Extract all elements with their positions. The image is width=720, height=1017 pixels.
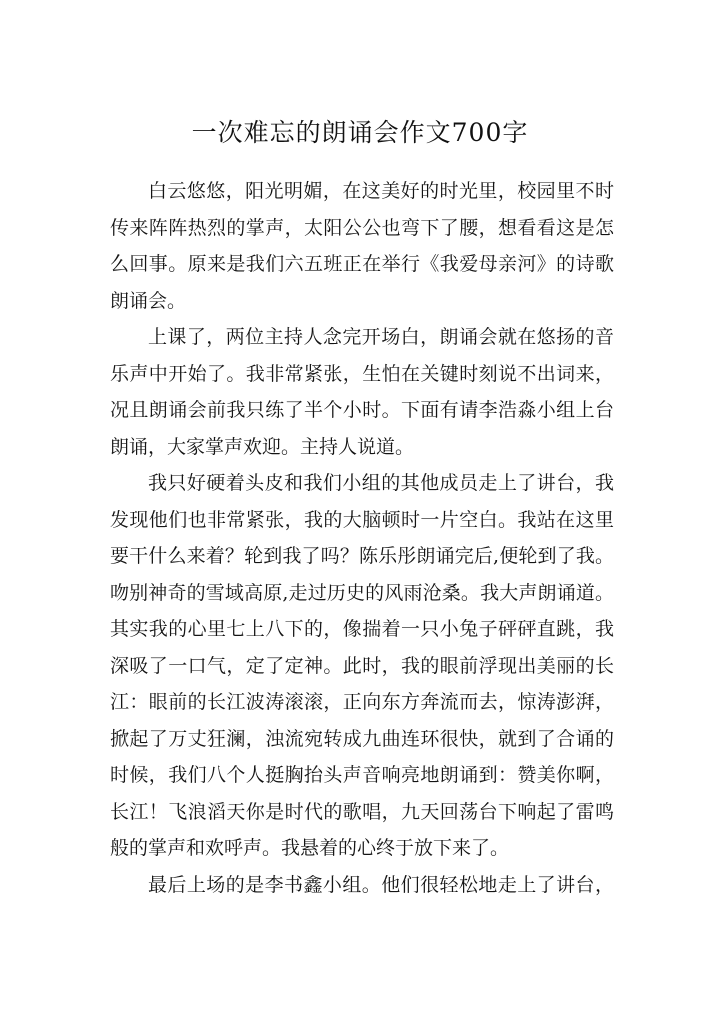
text-line: 朗诵，大家掌声欢迎。主持人说道。: [110, 435, 415, 458]
text-line: 深吸了一口气，定了定神。此时，我的眼前浮现出美丽的长: [110, 654, 614, 677]
text-line: 要干什么来着？轮到我了吗？陈乐彤朗诵完后,便轮到了我。: [110, 545, 614, 567]
paragraph-3: [110, 465, 614, 867]
text-line: 般的掌声和欢呼声。我悬着的心终于放下来了。: [110, 837, 510, 859]
text-line: 最后上场的是李书鑫小组。他们很轻松地走上了讲台，: [148, 873, 614, 896]
paragraph-1: [110, 173, 614, 319]
text-line: 吻别神奇的雪域高原,走过历史的风雨沧桑。我大声朗诵道。: [110, 581, 614, 604]
text-line: 朗诵会。: [110, 289, 187, 312]
text-line: 长江！飞浪滔天你是时代的歌唱，九天回荡台下响起了雷鸣: [110, 800, 614, 823]
text-line: 乐声中开始了。我非常紧张，生怕在关键时刻说不出词来，: [110, 362, 614, 385]
text-line: 么回事。原来是我们六五班正在举行《我爱母亲河》的诗歌: [110, 253, 614, 275]
text-line: 其实我的心里七上八下的，像揣着一只小兔子砰砰直跳，我: [110, 618, 614, 640]
text-line: 掀起了万丈狂澜，浊流宛转成九曲连环很快，就到了合诵的: [110, 727, 614, 750]
text-line: 况且朗诵会前我只练了半个小时。下面有请李浩淼小组上台: [110, 399, 614, 421]
paragraph-2: [110, 319, 614, 465]
paragraph-4: [110, 867, 614, 904]
text-line: 时候，我们八个人挺胸抬头声音响亮地朗诵到：赞美你啊，: [110, 764, 614, 786]
text-line: 白云悠悠，阳光明媚，在这美好的时光里，校园里不时: [148, 180, 614, 202]
document-title: 一次难忘的朗诵会作文700字: [191, 118, 529, 147]
text-line: 发现他们也非常紧张，我的大脑顿时一片空白。我站在这里: [110, 508, 614, 531]
text-line: 江：眼前的长江波涛滚滚，正向东方奔流而去，惊涛澎湃，: [110, 691, 614, 713]
text-line: 传来阵阵热烈的掌声，太阳公公也弯下了腰，想看看这是怎: [110, 216, 614, 239]
text-line: 我只好硬着头皮和我们小组的其他成员走上了讲台，我: [148, 472, 614, 494]
text-line: 上课了，两位主持人念完开场白，朗诵会就在悠扬的音: [148, 326, 614, 348]
document-body: [110, 173, 614, 903]
